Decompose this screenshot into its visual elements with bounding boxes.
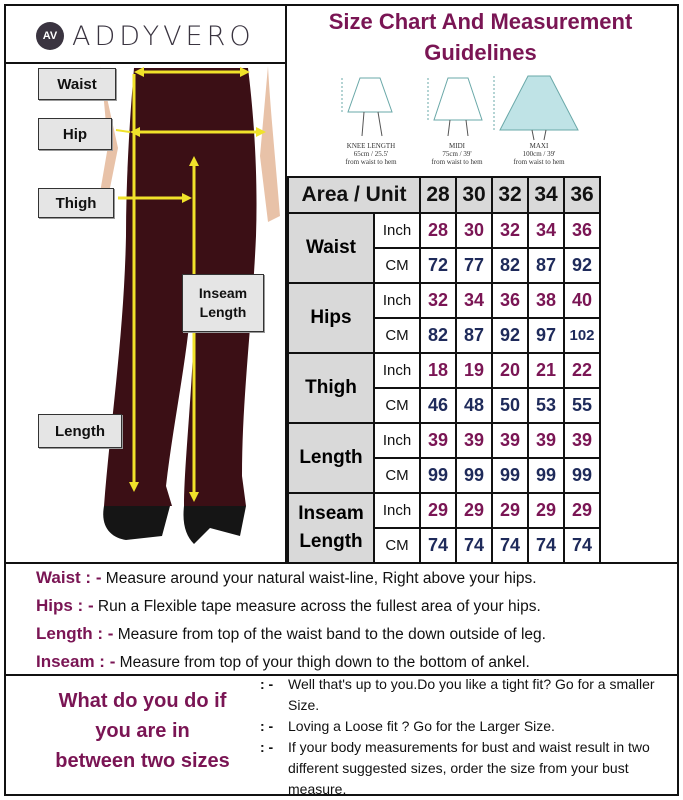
cell-value: 34 bbox=[456, 283, 492, 318]
cell-value: 39 bbox=[564, 423, 600, 458]
cell-value: 40 bbox=[564, 283, 600, 318]
header-size: 34 bbox=[528, 177, 564, 213]
answer-item bbox=[260, 716, 670, 737]
cell-value: 38 bbox=[528, 283, 564, 318]
cell-value: 32 bbox=[492, 213, 528, 248]
brand-name: ADDYVERO bbox=[72, 20, 255, 52]
unit-inch: Inch bbox=[374, 493, 420, 528]
label-inseam-length bbox=[182, 274, 264, 332]
label-length: Length bbox=[38, 414, 122, 448]
label-thigh: Thigh bbox=[38, 188, 114, 218]
table-row bbox=[288, 493, 600, 528]
left-shoe bbox=[103, 506, 170, 540]
cell-value: 48 bbox=[456, 388, 492, 423]
cell-value: 92 bbox=[564, 248, 600, 283]
question-line3: between two sizes bbox=[55, 750, 230, 772]
cell-value: 99 bbox=[564, 458, 600, 493]
guideline-term: Length : - bbox=[36, 624, 114, 643]
guideline-text: Measure from top of your thigh down to the bottom of ankel. bbox=[115, 654, 530, 671]
skirt-knee-label: KNEE LENGTH 65cm / 25.5' from waist to hem bbox=[345, 142, 397, 166]
label-inseam-line2: Length bbox=[199, 304, 247, 320]
cell-value: 72 bbox=[420, 248, 456, 283]
guideline-term: Inseam : - bbox=[36, 652, 116, 671]
cell-value: 29 bbox=[528, 493, 564, 528]
right-shoe bbox=[183, 506, 246, 544]
header-size: 30 bbox=[456, 177, 492, 213]
cell-value: 19 bbox=[456, 353, 492, 388]
cell-value: 87 bbox=[528, 248, 564, 283]
guideline-item bbox=[36, 594, 676, 622]
area-inseam-length bbox=[288, 493, 374, 563]
brand-logo bbox=[36, 14, 282, 58]
cell-value: 92 bbox=[492, 318, 528, 353]
answer-item bbox=[260, 737, 670, 800]
unit-inch: Inch bbox=[374, 283, 420, 318]
answer-dash: : - bbox=[260, 739, 274, 755]
cell-value: 39 bbox=[420, 423, 456, 458]
cell-value: 87 bbox=[456, 318, 492, 353]
cell-value: 99 bbox=[420, 458, 456, 493]
cell-value: 39 bbox=[456, 423, 492, 458]
size-table bbox=[287, 176, 601, 564]
table-header-row bbox=[288, 177, 600, 213]
area-waist: Waist bbox=[288, 213, 374, 283]
cell-value: 74 bbox=[564, 528, 600, 563]
answer-dash: : - bbox=[260, 718, 274, 734]
cell-value: 46 bbox=[420, 388, 456, 423]
measurement-guidelines bbox=[36, 566, 676, 678]
answer-dash: : - bbox=[260, 676, 274, 692]
cell-value: 74 bbox=[456, 528, 492, 563]
cell-value: 53 bbox=[528, 388, 564, 423]
between-sizes-answers bbox=[260, 674, 670, 800]
between-sizes-question bbox=[40, 686, 245, 776]
cell-value: 82 bbox=[420, 318, 456, 353]
cell-value: 22 bbox=[564, 353, 600, 388]
cell-value: 74 bbox=[492, 528, 528, 563]
area-length: Length bbox=[288, 423, 374, 493]
cell-value: 99 bbox=[492, 458, 528, 493]
answer-text: Well that's up to you.Do you like a tight fit? Go for a smaller Size. bbox=[288, 676, 655, 713]
table-row bbox=[288, 423, 600, 458]
skirt-length-guide bbox=[288, 64, 673, 176]
cell-value: 50 bbox=[492, 388, 528, 423]
area-inseam-line1: Inseam bbox=[298, 503, 364, 524]
unit-inch: Inch bbox=[374, 353, 420, 388]
midi-skirt-icon bbox=[434, 78, 482, 120]
header-size: 36 bbox=[564, 177, 600, 213]
question-line2: you are in bbox=[95, 720, 190, 742]
maxi-skirt-icon bbox=[500, 76, 578, 130]
cell-value: 29 bbox=[420, 493, 456, 528]
cell-value: 29 bbox=[564, 493, 600, 528]
right-arm bbox=[260, 66, 280, 222]
area-inseam-line2: Length bbox=[299, 531, 363, 552]
skirt-maxi-label: MAXI 100cm / 39' from waist to hem bbox=[513, 142, 565, 166]
guideline-text: Measure around your natural waist-line, Right above your hips. bbox=[101, 570, 537, 587]
unit-cm: CM bbox=[374, 248, 420, 283]
cell-value: 28 bbox=[420, 213, 456, 248]
answer-item bbox=[260, 674, 670, 716]
cell-value: 97 bbox=[528, 318, 564, 353]
unit-cm: CM bbox=[374, 458, 420, 493]
cell-value: 77 bbox=[456, 248, 492, 283]
cell-value: 39 bbox=[528, 423, 564, 458]
title-line1: Size Chart And Measurement bbox=[328, 9, 633, 34]
model-photo bbox=[34, 66, 284, 562]
header-size: 32 bbox=[492, 177, 528, 213]
unit-cm: CM bbox=[374, 318, 420, 353]
cell-value: 99 bbox=[456, 458, 492, 493]
label-waist: Waist bbox=[38, 68, 116, 100]
guideline-text: Measure from top of the waist band to the down outside of leg. bbox=[113, 626, 546, 643]
guideline-item bbox=[36, 566, 676, 594]
cell-value: 82 bbox=[492, 248, 528, 283]
guideline-text: Run a Flexible tape measure across the fullest area of your hips. bbox=[93, 598, 541, 615]
page-title bbox=[288, 6, 673, 68]
table-row bbox=[288, 283, 600, 318]
table-row bbox=[288, 353, 600, 388]
cell-value: 102 bbox=[564, 318, 600, 353]
cell-value: 21 bbox=[528, 353, 564, 388]
cell-value: 32 bbox=[420, 283, 456, 318]
cell-value: 29 bbox=[456, 493, 492, 528]
guideline-term: Hips : - bbox=[36, 596, 94, 615]
label-hip: Hip bbox=[38, 118, 112, 150]
question-line1: What do you do if bbox=[58, 690, 227, 712]
header-area-unit: Area / Unit bbox=[288, 177, 420, 213]
table-row bbox=[288, 213, 600, 248]
unit-inch: Inch bbox=[374, 423, 420, 458]
unit-cm: CM bbox=[374, 528, 420, 563]
answer-text: Loving a Loose fit ? Go for the Larger Size. bbox=[288, 718, 555, 734]
skirt-midi-label: MIDI 75cm / 39' from waist to hem bbox=[431, 142, 483, 166]
answer-text: If your body measurements for bust and waist result in two different suggested sizes, order the size from your bust measure. bbox=[288, 739, 650, 797]
cell-value: 20 bbox=[492, 353, 528, 388]
cell-value: 36 bbox=[492, 283, 528, 318]
knee-skirt-icon bbox=[348, 78, 392, 112]
unit-inch: Inch bbox=[374, 213, 420, 248]
cell-value: 36 bbox=[564, 213, 600, 248]
title-line2: Guidelines bbox=[424, 40, 537, 65]
cell-value: 34 bbox=[528, 213, 564, 248]
cell-value: 74 bbox=[420, 528, 456, 563]
guideline-term: Waist : - bbox=[36, 568, 102, 587]
header-size: 28 bbox=[420, 177, 456, 213]
cell-value: 99 bbox=[528, 458, 564, 493]
label-inseam-line1: Inseam bbox=[198, 285, 248, 301]
cell-value: 39 bbox=[492, 423, 528, 458]
cell-value: 55 bbox=[564, 388, 600, 423]
cell-value: 29 bbox=[492, 493, 528, 528]
divider-logo bbox=[4, 62, 285, 64]
area-hips: Hips bbox=[288, 283, 374, 353]
cell-value: 74 bbox=[528, 528, 564, 563]
guideline-item bbox=[36, 622, 676, 650]
cell-value: 18 bbox=[420, 353, 456, 388]
unit-cm: CM bbox=[374, 388, 420, 423]
brand-mark: AV bbox=[36, 22, 64, 50]
area-thigh: Thigh bbox=[288, 353, 374, 423]
cell-value: 30 bbox=[456, 213, 492, 248]
